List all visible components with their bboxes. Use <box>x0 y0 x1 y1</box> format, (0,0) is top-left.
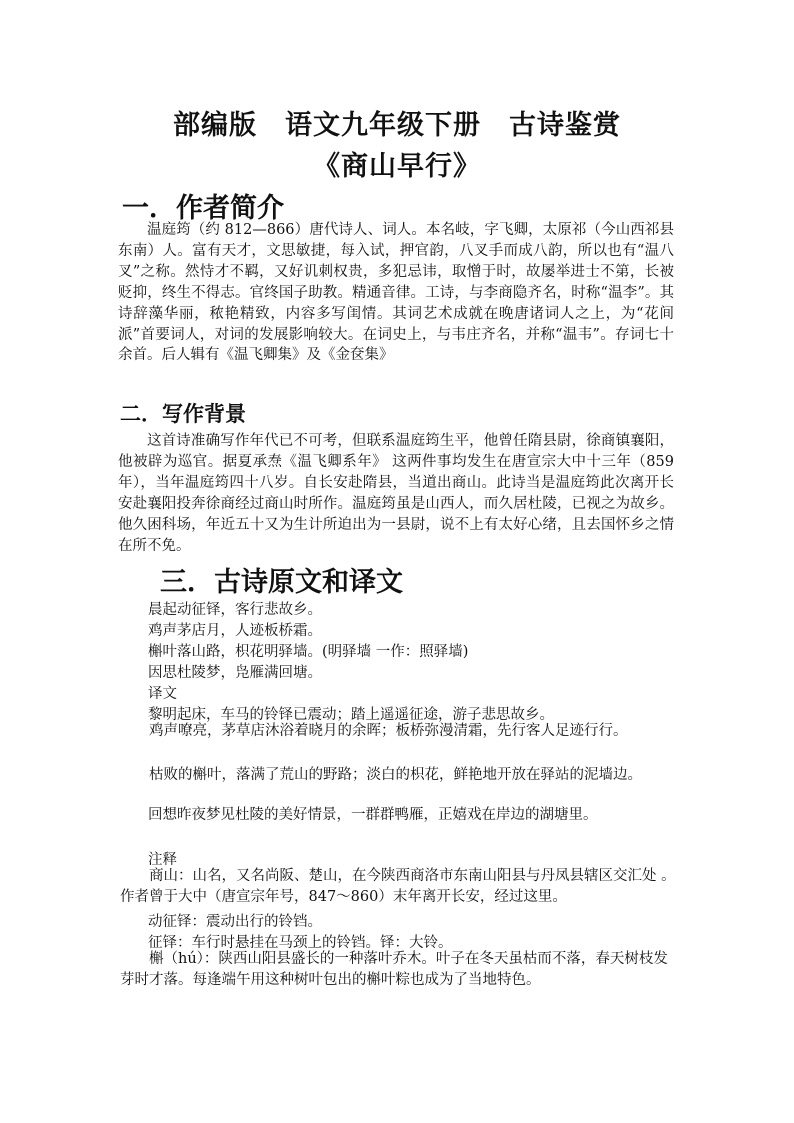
note-item: 征铎：车行时悬挂在马颈上的铃铛。铎：大铃。 <box>148 935 453 951</box>
author-bio-paragraph: 温庭筠（约 812—866）唐代诗人、词人。本名岐，字飞卿，太原祁（今山西祁县东南）人。富有天才，文思敏捷，每入试，押官韵，八叉手而成八韵，所以也有“温八叉”之称。然恃才不羁，又好讥刺权贵，多犯忌讳，取憎于时，故屡举进士不第，长被贬抑，终生不得志。官终国子助教。精通音律。工诗，与李商隐齐名，时称“温李”。其诗辞藻华丽，秾艳精致，内容多写闺情。其词艺术成就在晚唐诸词人之上，为“花间派”首要词人，对词的发展影响较大。在词史上，与韦庄齐名，并称“温韦”。存词七十余首。后人辑有《温飞卿集》及《金奁集》 <box>118 222 674 364</box>
translation-line: 回想昨夜梦见杜陵的美好情景，一群群鸭雁，正嬉戏在岸边的湖塘里。 <box>148 807 598 823</box>
poem-title: 《商山早行》 <box>313 151 481 182</box>
translation-line: 枯败的槲叶，落满了荒山的野路；淡白的枳花，鲜艳地开放在驿站的泥墙边。 <box>149 767 642 783</box>
background-paragraph: 这首诗准确写作年代已不可考，但联系温庭筠生平，他曾任隋县尉，徐商镇襄阳，他被辟为巡官。据夏承焘《温飞卿系年》 这两件事均发生在唐宣宗大中十三年（859 年），当年温庭筠四十八岁。自长安赴隋县，当道出商山。此诗当是温庭筠此次离开长安赴襄阳投奔徐商经过商山时所作。温庭筠虽是山西人，而久居杜陵，已视之为故乡。他久困科场，年近五十又为生计所迫出为一县尉，说不上有太好心绪，且去国怀乡之情在所不免。 <box>118 433 674 554</box>
title-part-topic: 古诗鉴赏 <box>509 110 621 141</box>
poem-line: 晨起动征铎，客行悲故乡。 <box>148 602 322 618</box>
translation-line: 鸡声嘹亮，茅草店沐浴着晓月的余晖；板桥弥漫清霜，先行客人足迹行行。 <box>149 723 628 739</box>
section-heading-poem: 三．古诗原文和译文 <box>160 567 403 598</box>
title-part-edition: 部编版 <box>173 110 257 141</box>
section-heading-background: 二．写作背景 <box>120 401 246 426</box>
note-item: 槲（hú）：陕西山阳县盛长的一种落叶乔木。叶子在冬天虽枯而不落，春天树枝发芽时才落。每逢端午用这种树叶包出的槲叶粽也成为了当地特色。 <box>120 951 668 988</box>
poem-line: 因思杜陵梦，凫雁满回塘。 <box>148 665 322 681</box>
document-title <box>0 103 794 142</box>
translation-label: 译文 <box>148 686 177 702</box>
poem-line: 鸡声茅店月，人迹板桥霜。 <box>148 623 322 639</box>
section-heading-author: 一．作者简介 <box>122 193 284 224</box>
translation-line: 黎明起床，车马的铃铎已震动；踏上遥遥征途，游子悲思故乡。 <box>148 707 554 723</box>
note-item: 动征铎：震动出行的铃铛。 <box>148 914 322 930</box>
title-part-grade: 语文九年级下册 <box>285 110 481 141</box>
notes-label: 注释 <box>148 852 177 868</box>
note-item: 商山：山名，又名尚阪、楚山，在今陕西商洛市东南山阳县与丹凤县辖区交汇处 。作者曾于大中（唐宣宗年号，847～860）末年离开长安，经过这里。 <box>120 868 676 905</box>
poem-line: 槲叶落山路，枳花明驿墙。(明驿墙 一作：照驿墙) <box>148 644 469 660</box>
